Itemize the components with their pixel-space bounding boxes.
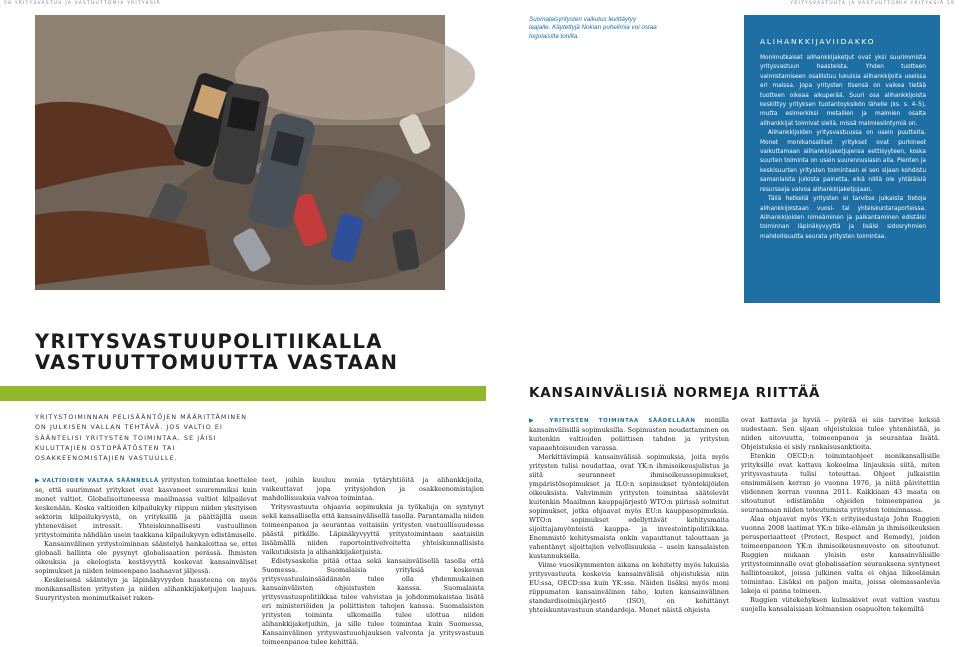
paragraph-text: yritysten toimintaa koettelee se, että suurimmat yritykset ovat kasvaneet suuremmiksi kuin monet valtiot. Globalisoituneessa maailmassa valtiot kilpailevat keskenään. Koska valtioiden kilpailukyky riippuu niiden yksityisen sektorin kilpailukyvystä, on yrityksillä ja päättäjillä usein yhteneväiset intressit. Yhteiskunnallisesti vastuullinen yritystoiminta nähdään usein taakkana kilpailukyvyn edistämiselle. — [35, 476, 257, 539]
phones-photo — [35, 15, 445, 290]
column-paragraph: Keskeisenä sääntelyn ja läpinäkyvyyden haasteena on myös monikansallisten yritysten ja niiden alihankkijaketjujen laajuus. Suuryritysten monimutkaiset raken- — [35, 576, 257, 602]
sidebar-title: ALIHANKKIJAVIIDAKKO — [760, 37, 876, 46]
running-head-right: YRITYSVASTUUTA JA VASTUUTTOMIA YRITYKSIÄ 59 — [790, 1, 955, 6]
headline-line-1: YRITYSVASTUUPOLITIIKALLA — [35, 330, 383, 353]
column-paragraph: Alaa ohjaavat myös YK:n erityisedustaja John Ruggien vuonna 2008 laatimat YK:n liike-elämän ja ihmisoikeuksien perusperiaatteet (Protect, Respect and Remedy), joiden toimeenpanoon YK:n ihmisoikeusneuvosto on sitoutunut. Ruggien mukaan yleisin este kansainvälisille yritystoiminnalle ovat globalisaation seurauksena syntyneet hallintoaukot, joissa julkinen valta ei ohjaa liikeelämän toimintaa. Lisäksi on paljon maita, joissa olemassaolevia lakeja ei panna toimeen. — [741, 515, 940, 595]
triangle-bullet-icon: ▶ — [529, 417, 550, 424]
column-paragraph: Viime vuosikymmenten aikana on kehitetty myös lukuisia yritysvastuuta koskevia kansainvälisiä ohjeistuksia niin EU:ssa, OECD:ssa kuin YK:ssa. Näiden lisäksi myös moni riippumaton kansainvälinen taho, kuten kansainvälinen standardisoimisjärjestö (ISO), on kehittänyt yhteiskuntavastuun standardeja. Monet näistä ohjeista — [529, 561, 729, 614]
column-paragraph: Yritysvastuuta ohjaavia sopimuksia ja työkaluja on syntynyt sekä kansallisella että kansainvälisellä tasolla. Parantamalla niiden toimeenpanoa ja seurantaa voitaisiin yritysten vastuullisuudessa päästä pitkälle. Läpinäkyvyyttä yritystoimintaan saataisiin lisäämällä niiden raportointivelvoitetta yhteiskunnallisista vaikutuksista ja alihankkijaketjuista. — [262, 503, 484, 556]
body-column-3 — [529, 416, 729, 615]
column-paragraph: teet, joihin kuuluu monia tytäryhtiöitä ja alihankkijoita, vaikeuttavat jopa yritysjohdon ja osakkeenomistajien mahdollisuuksia valvoa toimintaa. — [262, 476, 484, 502]
headline-line-2: VASTUUTTOMUUTTA VASTAAN — [35, 351, 399, 374]
column-paragraph: Ruggien viitekehyksen kulmakivet ovat valtion vastuu suojella kansalaisiaan kolmansien osapuolten tekemiltä — [741, 596, 940, 613]
section-headline: KANSAINVÄLISIÄ NORMEJA RIITTÄÄ — [529, 385, 821, 401]
column-paragraph: Merkittävimpiä kansainvälisiä sopimuksia, joita myös yritysten tulisi noudattaa, ovat YK:n ihmisoikeusjulistus ja siitä seuranneet ihmisoikeussopimukset, ympäristösopimukset ja ILO:n sopimukset työntekijöiden oikeuksista. Vahvimmin yritysten toimintaa säätelevät kuitenkin Maailman kauppajärjestö WTO:n piirissä solmitut sopimukset, jotka ohjaavat myös EU:n kauppasopimuksia. WTO:n sopimukset edellyttävät kehitysmaita sijoittajamyönteistä kauppa- ja investointipolitiikkaa. Enemmistö kehitysmaista onkin vapauttanut talouttaan ja vahentänyt sijoittajien velvollisuuksia – usein kansalaisten kustannuksella. — [529, 453, 729, 560]
column-paragraph: Etenkin OECD:n toimintaohjeet monikansallisille yrityksille ovat kattava kokoelma linjauksia siitä, miten yritysvastuuta tulisi toteuttaa. Ohjeet julkaistiin ensimmäisen kerran jo vuonna 1976, ja niitä päivitettiin viidennen kerran vuonna 2011. Kaikkiaan 43 maata on sitoutunut edistämään ohjeiden toimeenpanoa ja seuraamaan niiden toteutumista yritysten toiminnassa. — [741, 452, 940, 514]
photo-caption: Suomalaisyritysten vaikutus levittäytyy laajalle. Käytettyjä Nokian puhelimia voi ostaa togolaisilta toriilta. — [529, 16, 657, 40]
column-paragraph: Kansainvälinen yritystoiminnan sääntelyä hankaloittaa se, ettei globaali hallinta ole pysynyt globalisaation perässä. Ihmisten oikeuksia ja ekologista kestävyyttä koskevat kansainväliset sopimukset ja niiden toimeenpano laahaavat jäljessä. — [35, 540, 257, 575]
run-in-heading: YRITYSTEN TOIMINTAA SÄÄDELLÄÄN — [549, 418, 696, 424]
body-column-1 — [35, 476, 257, 603]
main-headline — [35, 331, 398, 373]
lead-paragraph: YRITYSTOIMINNAN PELISÄÄNTÖJEN MÄÄRITTÄMINEN ON JULKISEN VALLAN TEHTÄVÄ. JOS VALTIO EI SÄÄNTELISI YRITYSTEN TOIMINTAA, SE JÄISI KULUTTAJIEN OSTOPÄÄTÖSTEN TAI OSAKKEENOMISTAJIEN VASTUULLE. — [35, 414, 248, 463]
sidebar-text — [760, 54, 926, 242]
body-column-4 — [741, 416, 940, 614]
column-paragraph: Edistysaskelia pitää ottaa sekä kansainvälisellä tasolla että Suomessa. Suomalaisia yrityksiä koskevan yritysvastuulainsäädännön tulee olla yhdenmukainen kansainvälisten ohjeistusten kanssa. Suomalaista yritysvastuupolitiikkaa tulee vahvistaa ja johdonmukaistaa lisätä eri ministeriöiden ja poliittisten tahojen kanssa. Suomalaisten yritysten toiminta ulkomailla tulee ulottua niiden alihankkijaketjuihin, ja sille tulee toimintaa kuin Suomessa, Kansainvälinen yritysvastuuohjauksen valvonta ja yritysvastuun toimeenpanoa tulee kehittää. — [262, 557, 484, 646]
column-paragraph — [35, 476, 257, 540]
body-column-2 — [262, 476, 484, 646]
sidebar-paragraph: Alihankkijoiden yritysvastuussa on usein puutteita. Monet monikansalliset yritykset ovat purkineet vaikuttamaan alihankkijaketjujensa eettisyyteen, koska suurten toiminta on usein suurennuslasin alla. Pienten ja keskisuurten yritysten toimintaan ei sen sijaan kohdistu samanlaista julkista painetta, eikä niillä ole yhtäläisiä resursseja valvoa alihankkijaketjujaan. — [760, 130, 926, 193]
run-in-heading: VALTIOIDEN VALTAA SÄÄNNELLÄ — [42, 478, 159, 484]
column-paragraph — [529, 416, 729, 453]
sidebar-paragraph: Monimutkaiset alihankkijaketjut ovat yksi suurimmista yritysvastuun haasteista. Yhden tuotteen valmistamiseen osallistuu lukuisia alihankkijoita useissa eri maissa. Jopa yritysten itsensä on vaikea tietää tuotteen oikeaa alkuperää. Suuri osa alihankkijoista keskittyy yrityksen tuotantoyksikön lähelle (ks. s. 4–5), mutta esimerkiksi metallien ja malmien osalta alihankkijat toimivat siellä, missä malmiesiintymiä on. — [760, 55, 926, 127]
paragraph-text: monilla kansainvälisillä sopimuksilla. Sopimusten noudattaminen on kuitenkin valtioiden poliittisen tahdon ja yritysten vapaaehtoisuuden varassa. — [529, 416, 729, 452]
column-paragraph: ovat kattavia ja hyviä – pyörää ei siis tarvitse keksiä uudestaan. Sen sijaan ohjeistuksia tulee yhtenäistää, ja niiden sitovuutta, toimeenpanoa ja seurantaa lisätä. Ohjeistuksia ei sisly rankaisusanktioita. — [741, 416, 940, 451]
photo-credit: KUVA: KALLIO — [27, 222, 32, 262]
green-divider-bar — [0, 386, 486, 401]
sidebar-box — [744, 15, 940, 303]
running-head-left: 58 YRITYSVASTUU JA VASTUUTTOMIA YRITYKSIÄ — [4, 1, 161, 6]
sidebar-paragraph: Tällä hetkellä yritysten ei tarvitse julkaista tietoja alihankkijoistaan vuosi- tai yhteiskuntaraporteissa. Alihankkijoiden nimeäminen ja paikantaminen edistäisi toiminnan läpinäkyvyyttä ja lisäisi sidosryhmien mahdollisuutta seurata yritysten toimintaa. — [760, 196, 926, 240]
triangle-bullet-icon: ▶ — [35, 477, 43, 484]
